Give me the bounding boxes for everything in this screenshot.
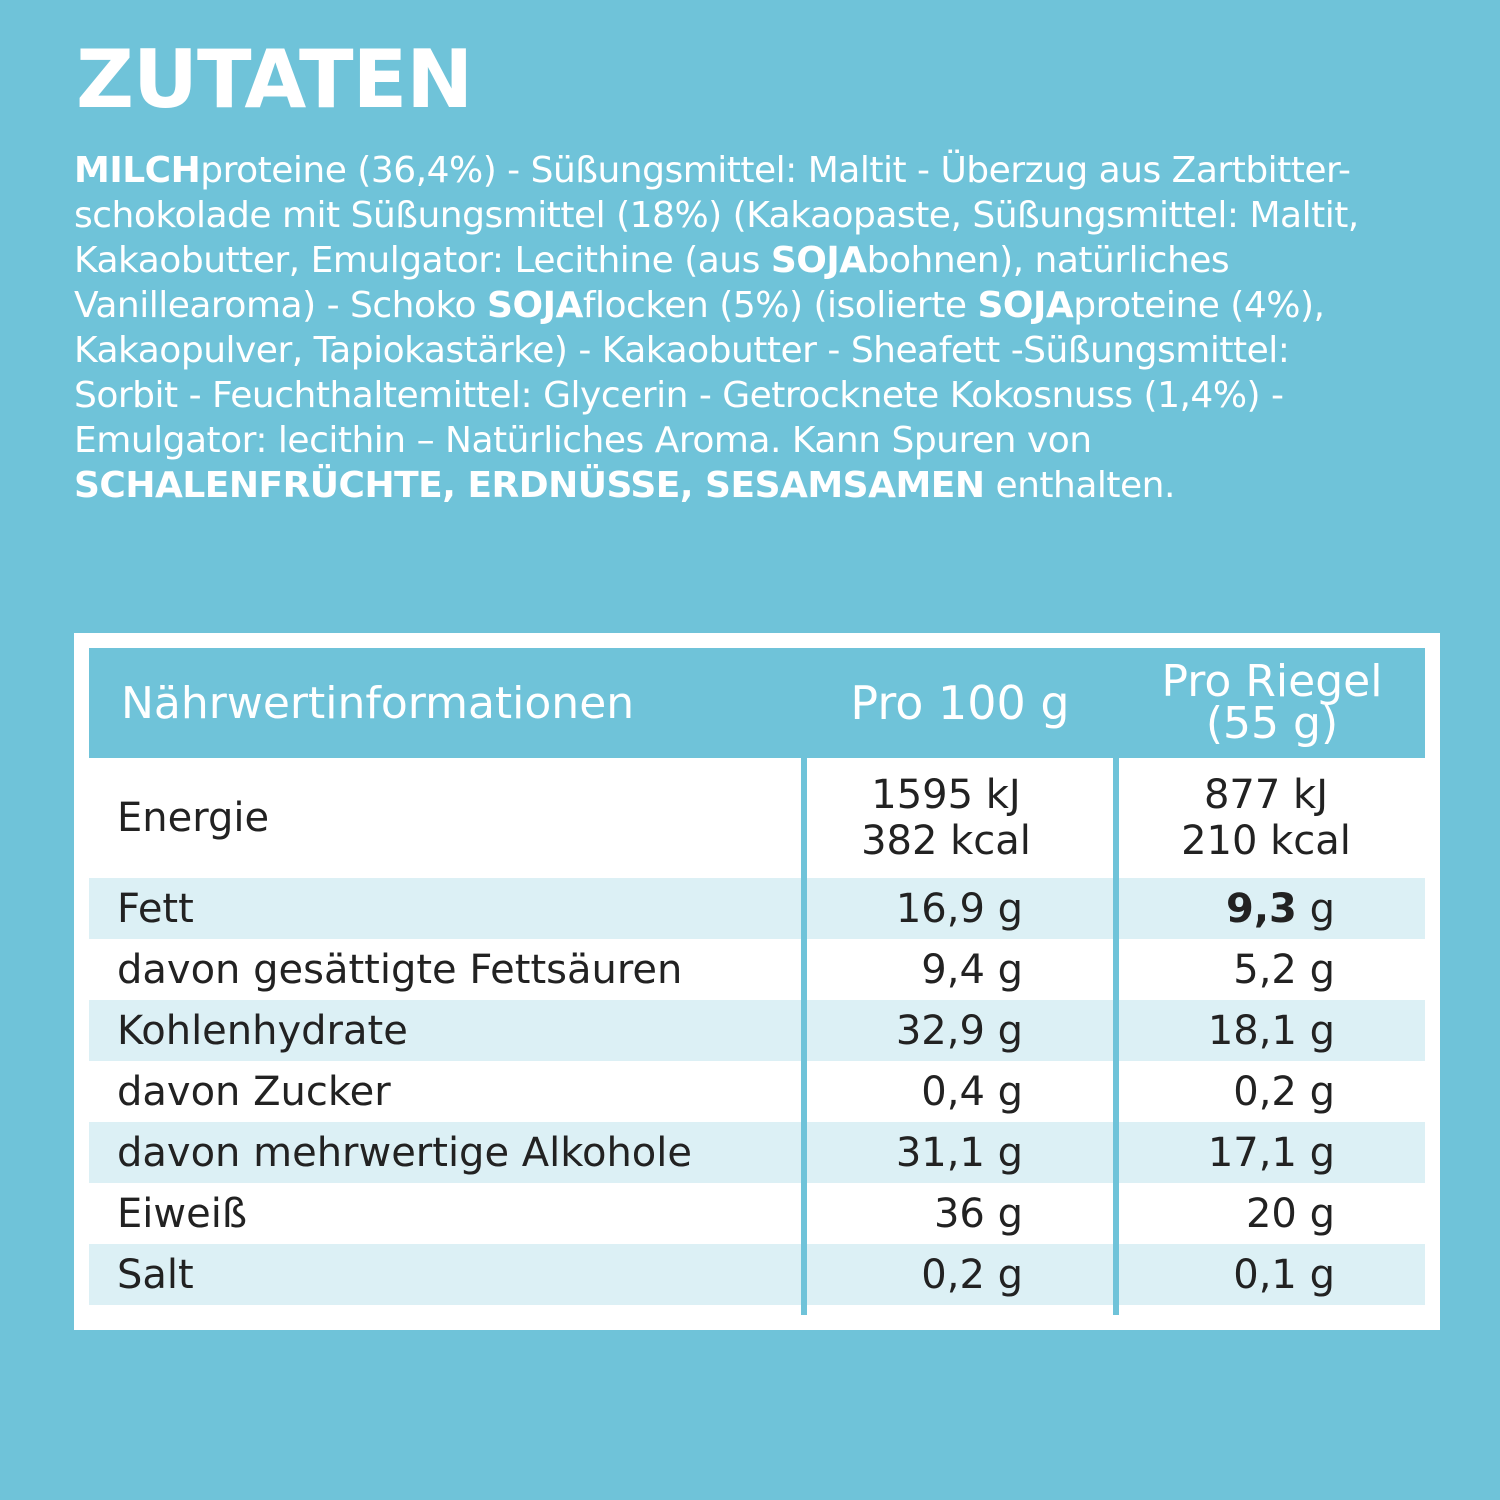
value-per-100g: 32,9 g bbox=[895, 1007, 1023, 1054]
value-per-bar bbox=[1119, 1000, 1335, 1061]
ingredients-line bbox=[74, 328, 1454, 373]
value-per-bar-number: 0,2 bbox=[1233, 1068, 1297, 1115]
row-label: Salt bbox=[117, 1251, 194, 1298]
value-per-bar-number: 17,1 bbox=[1207, 1129, 1297, 1176]
column-divider bbox=[801, 648, 807, 1315]
value-per-100g: 16,9 g bbox=[895, 885, 1023, 932]
ingredients-line bbox=[74, 418, 1454, 463]
value-per-bar-unit: g bbox=[1296, 1068, 1335, 1115]
table-row bbox=[89, 1244, 1425, 1305]
header-label: Nährwertinformationen bbox=[89, 648, 801, 758]
table-row-energy bbox=[89, 758, 1425, 878]
energy-per-100g bbox=[801, 758, 1091, 878]
value-per-bar-unit: g bbox=[1296, 1007, 1335, 1054]
table-row bbox=[89, 878, 1425, 939]
value-per-bar-unit: g bbox=[1296, 946, 1335, 993]
table-row bbox=[89, 1122, 1425, 1183]
value-per-100g: 9,4 g bbox=[921, 946, 1023, 993]
ingredients-line bbox=[74, 463, 1454, 508]
table-row bbox=[89, 939, 1425, 1000]
column-divider bbox=[1113, 648, 1119, 1315]
ingredient-text: Sorbit - Feuchthaltemittel: Glycerin - Getrocknete Kokosnuss (1,4%) - bbox=[74, 375, 1284, 416]
row-label: Fett bbox=[117, 885, 194, 932]
row-label: davon mehrwertige Alkohole bbox=[117, 1129, 692, 1176]
row-label: davon Zucker bbox=[117, 1068, 391, 1115]
ingredients-line bbox=[74, 193, 1454, 238]
nutrition-table bbox=[89, 648, 1425, 1315]
ingredients-line bbox=[74, 283, 1454, 328]
energy-per-100g-kcal: 382 kcal bbox=[861, 818, 1031, 864]
header-per-bar-line2: (55 g) bbox=[1205, 698, 1339, 749]
header-per-bar-line1: Pro Riegel bbox=[1161, 656, 1383, 707]
allergen-text: SOJA bbox=[487, 285, 583, 326]
row-label: Eiweiß bbox=[117, 1190, 248, 1237]
value-per-bar-number: 18,1 bbox=[1207, 1007, 1297, 1054]
energy-per-100g-kj: 1595 kJ bbox=[871, 772, 1021, 818]
value-per-bar-number: 9,3 bbox=[1226, 885, 1297, 932]
header-per-bar bbox=[1119, 648, 1425, 758]
value-per-100g: 0,4 g bbox=[921, 1068, 1023, 1115]
value-per-bar-number: 20 bbox=[1245, 1190, 1297, 1237]
ingredients-text bbox=[74, 148, 1454, 508]
value-per-bar bbox=[1119, 878, 1335, 939]
value-per-bar bbox=[1119, 1244, 1335, 1305]
ingredient-text: Kakaopulver, Tapiokastärke) - Kakaobutter - Sheafett -Süßungsmittel: bbox=[74, 330, 1290, 371]
table-row bbox=[89, 1000, 1425, 1061]
ingredient-text: Emulgator: lecithin – Natürliches Aroma. Kann Spuren von bbox=[74, 420, 1092, 461]
value-per-bar-number: 5,2 bbox=[1233, 946, 1297, 993]
ingredient-text: enthalten. bbox=[984, 465, 1175, 506]
ingredient-text: Vanillearoma) - Schoko bbox=[74, 285, 488, 326]
value-per-bar bbox=[1119, 1061, 1335, 1122]
value-per-bar bbox=[1119, 1122, 1335, 1183]
value-per-100g: 31,1 g bbox=[895, 1129, 1023, 1176]
ingredients-line bbox=[74, 148, 1454, 193]
energy-per-bar bbox=[1113, 758, 1419, 878]
allergen-text: SOJA bbox=[770, 240, 867, 281]
ingredient-text: proteine (36,4%) - Süßungsmittel: Maltit - Überzug aus Zartbitter- bbox=[200, 150, 1351, 191]
ingredients-line bbox=[74, 373, 1454, 418]
ingredient-text: proteine (4%), bbox=[1073, 285, 1325, 326]
value-per-bar-number: 0,1 bbox=[1233, 1251, 1297, 1298]
value-per-bar bbox=[1119, 939, 1335, 1000]
ingredients-line bbox=[74, 238, 1454, 283]
page-title: ZUTATEN bbox=[76, 33, 473, 126]
ingredient-text: flocken (5%) (isolierte bbox=[582, 285, 978, 326]
allergen-text: MILCH bbox=[74, 150, 201, 191]
ingredient-text: Kakaobutter, Emulgator: Lecithine (aus bbox=[74, 240, 771, 281]
nutrition-table-card bbox=[74, 633, 1440, 1330]
row-label: davon gesättigte Fettsäuren bbox=[117, 946, 683, 993]
table-row bbox=[89, 1061, 1425, 1122]
row-label: Energie bbox=[117, 795, 270, 841]
value-per-bar-unit: g bbox=[1296, 1251, 1335, 1298]
value-per-bar-unit: g bbox=[1296, 1129, 1335, 1176]
value-per-bar-unit: g bbox=[1296, 1190, 1335, 1237]
value-per-100g: 0,2 g bbox=[921, 1251, 1023, 1298]
energy-per-bar-kcal: 210 kcal bbox=[1181, 818, 1351, 864]
row-label: Kohlenhydrate bbox=[117, 1007, 408, 1054]
energy-per-bar-kj: 877 kJ bbox=[1203, 772, 1329, 818]
value-per-100g: 36 g bbox=[933, 1190, 1023, 1237]
table-header-row bbox=[89, 648, 1425, 758]
allergen-text: SCHALENFRÜCHTE, ERDNÜSSE, SESAMSAMEN bbox=[74, 465, 985, 506]
value-per-bar bbox=[1119, 1183, 1335, 1244]
table-row bbox=[89, 1183, 1425, 1244]
value-per-bar-unit: g bbox=[1296, 885, 1335, 932]
ingredient-text: bohnen), natürliches bbox=[866, 240, 1230, 281]
ingredient-text: schokolade mit Süßungsmittel (18%) (Kakaopaste, Süßungsmittel: Maltit, bbox=[74, 195, 1359, 236]
header-per-100g: Pro 100 g bbox=[807, 648, 1113, 758]
allergen-text: SOJA bbox=[977, 285, 1074, 326]
